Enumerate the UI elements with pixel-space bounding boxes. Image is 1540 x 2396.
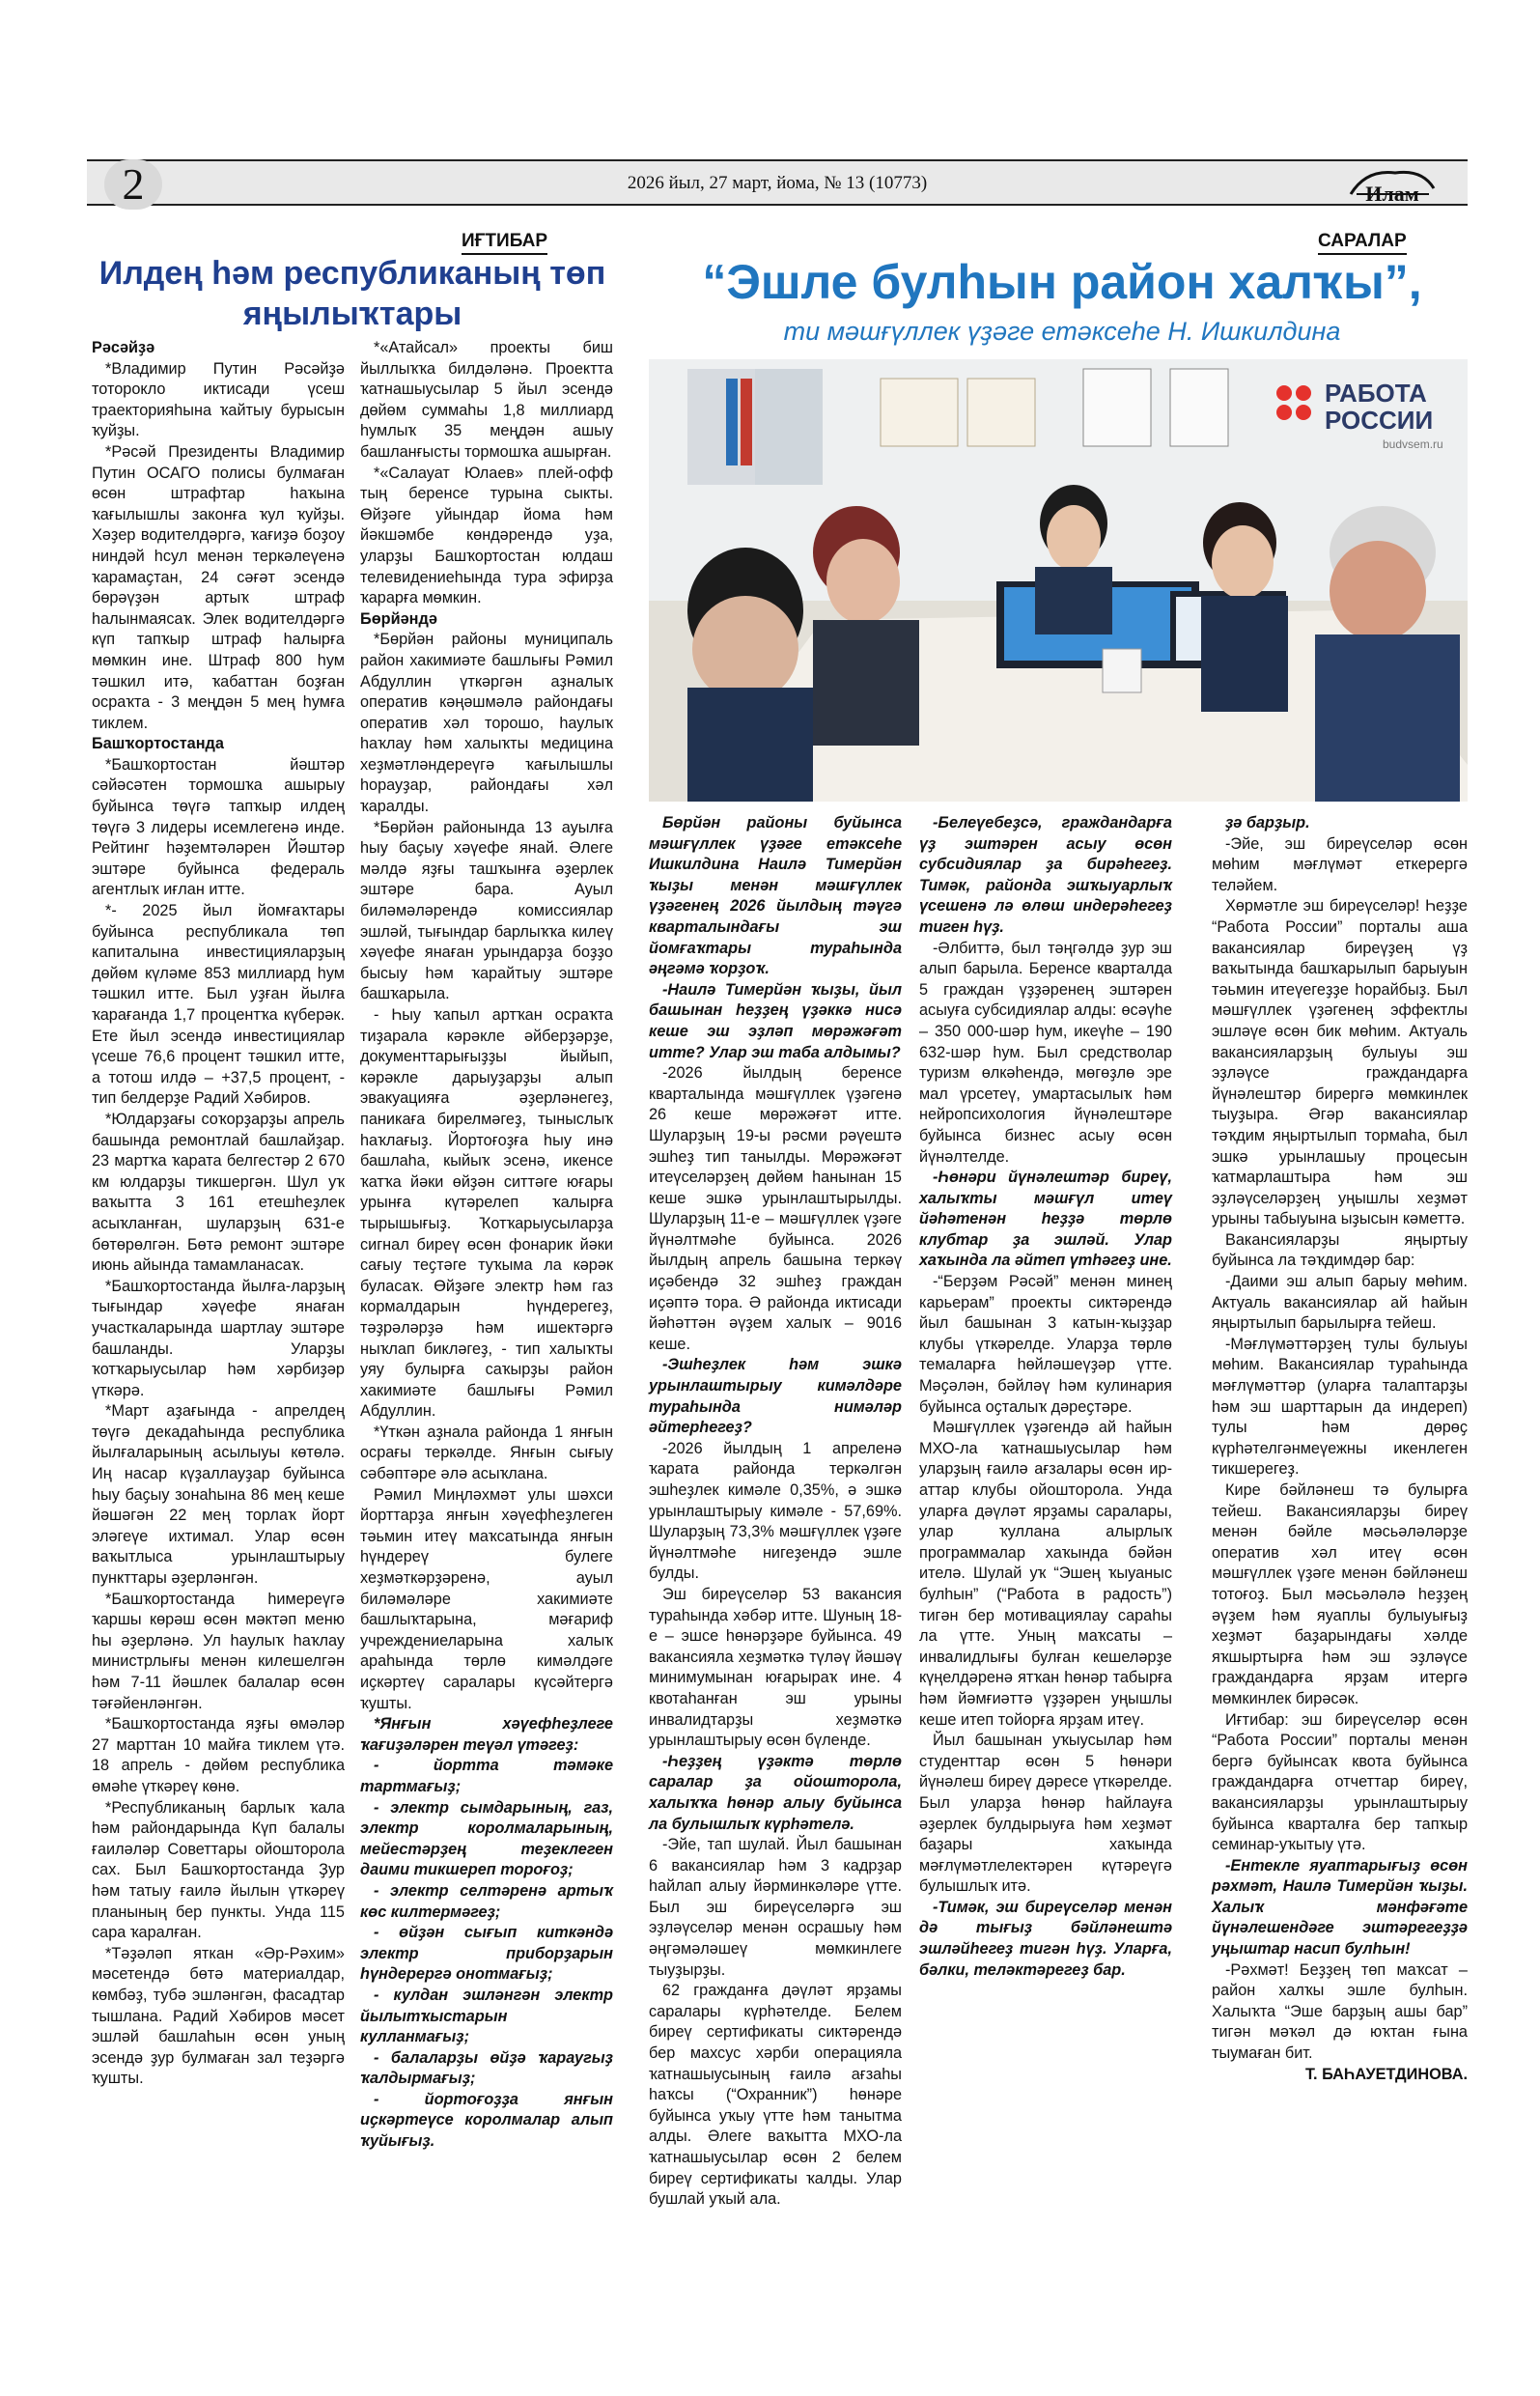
paragraph: - электр селтәренә артыҡ көс килтермәгеҙ; xyxy=(360,1881,613,1921)
paragraph: Вакансияларҙы яңыртыу буйынса ла тәҡдимдәр бар: xyxy=(1212,1230,1468,1270)
rubric-right: САРАЛАР xyxy=(1318,230,1407,255)
paragraph: Башҡортостанда xyxy=(92,735,224,753)
rubric-left: ИҒТИБАР xyxy=(462,230,547,255)
paragraph: - Һыу ҡапыл артҡан осраҡта тиҙарала кәрәкле әйберҙәрҙе, документтарығыҙҙы йыйып, кәрәкле дарыуҙарҙы алып эвакуацияға әҙерләнегеҙ, паникаға бирелмәгеҙ, тыныслыҡ һаҡлағыҙ. Йортоғоҙға һыу инә башлаһа, кыйыҡ эсенә, икенсе ҡатҡа йәки өйҙән ситтәге юғары урынға күтәрелеп ҡалырға тырышығыҙ. Ҡотҡарыусыларҙа сигнал биреү өсөн фонарик йәки сағыу теҫтәге туҡыма ла кәрәк буласаҡ. Өйҙәге электр һәм газ кормалдарын һүндерегеҙ, тәҙрәләрҙә һәм ишектәргә ныҡлап бикләгеҙ, - тип халыҡты уяу булырға саҡырҙы район хакимиәте башлығы Рәмил Абдуллин. xyxy=(360,1006,613,1421)
svg-text:РОССИИ: РОССИИ xyxy=(1325,406,1434,435)
paragraph: *Башҡортостан йәштәр сәйәсәтен тормошҡа ашырыу буйынса төүгә тапҡыр илдең төүгә 3 лидеры исемлегенә инде. Рейтинг һәҙемтәләрен Йәштәр эштәре буйынса федераль агентлыҡ иғлан итте. xyxy=(92,755,345,899)
paragraph: *Тәҙәләп яткан «Әр-Рәхим» мәсетендә бөтә материалдар, көмбәҙ, тубә эшләнгән, фасадтар тышлана. Радий Хәбиров мәсет эшләй башлаһын өсөн уның эсендә ҙур булмаған зал теҙәргә ҡушты. xyxy=(92,1944,345,2088)
paragraph: *Үткән аҙнала районда 1 янғын осрағы теркәлде. Янғын сығыу сәбәптәре әлә асыҡлана. xyxy=(360,1423,613,1483)
paragraph: -Рәхмәт! Беҙҙең төп маҡсат – район халҡы эшле булһын. Халыҡта “Эше барҙың ашы бар” тигән мәҡәл дә юҡтан ғына тыумаған бит. xyxy=(1212,1960,1468,2063)
paragraph: *Рәсәй Президенты Владимир Путин ОСАГО полисы булмаған өсөн штрафтар һаҡына ҡағылышлы законға ҡул ҡуйҙы. Хәҙер водителдәргә, ҡағиҙә боҙоу ниндәй һсул менән теркәлеүенә ҡарамаҫтан, 24 сәғәт эсендә бөрәүҙән артыҡ штраф һалынмаясаҡ. Элек водителдәргә күп тапҡыр штраф һалырға мөмкин ине. Штраф 800 һум тәшкил итә, ҡабаттан боҙған осраҡта - 3 меңдән 5 мең һумға тиклем. xyxy=(92,442,345,732)
office-scene-illustration xyxy=(649,359,1468,802)
paragraph: Рәсәйҙә xyxy=(92,339,155,356)
paragraph: -Наилә Тимерйән ҡыҙы, йыл башынан һеҙҙең үҙәккә нисә кеше эш эҙләп мөрәжәғәт итте? Улар эш таба алдымы? xyxy=(649,980,902,1061)
paragraph: Бөрйән районы буйынса мәшғүллек үҙәге етәксеһе Ишкилдина Наилә Тимерйән ҡыҙы менән мәшғүллек үҙәгенең 2026 йылдың тәүгә кварталындағы эш йомғаҡтары тураһында әңгәмә ҡорҙоҡ. xyxy=(649,814,902,978)
svg-text:Илам: Илам xyxy=(1365,182,1419,204)
paragraph: -Даими эш алып барыу мөһим. Актуаль вакансиялар ай һайын яңыртылып барылырға тейеш. xyxy=(1212,1273,1468,1333)
paragraph: ҙә барҙыр. xyxy=(1225,814,1310,832)
paragraph: Рәмил Миңләхмәт улы шәхси йорттарҙа янғын хәүефһеҙлеген тәьмин итеү маҡсатында янғын һүндереү булеге хеҙмәткәрҙәренә, ауыл биләмәләре хакимиәте башлыҡтарына, мәғариф учреждениеларына халыҡ араһында төрлө кимәлдәге иҫкәртеү саралары күсәйтергә ҡушты. xyxy=(360,1485,613,1712)
paragraph: - электр сымдарының, газ, электр королмаларының, мейестәрҙең теҙеклеген даими тикшереп тороғоҙ; xyxy=(360,1798,613,1879)
paragraph: -Мәғлүмәттәрҙең тулы булыуы мөһим. Вакансиялар тураһында мәғлүмәттәр (уларға талаптарҙы һәм эш шарттарын да индереп) тулы һәм дөрөҫ күрһәтелгәнмеүежны икенлеген тикшерегеҙ. xyxy=(1212,1335,1468,1479)
paragraph: - йортоғоҙҙа янғын иҫкәртеүсе королмалар алып ҡуйығыҙ. xyxy=(360,2090,613,2151)
article-subtitle-right: ти мәшғүллек үҙәге етәксеһе Н. Ишкилдина xyxy=(783,317,1341,346)
paragraph: Т. БАҺАУЕТДИНОВА. xyxy=(1304,2065,1468,2083)
paragraph: - кулдан эшләнгән электр йылытҡыстарын кулланмағыҙ; xyxy=(360,1986,613,2046)
paragraph: -Белеүебеҙсә, граждандарға үҙ эштәрен асыу өсөн субсидиялар ҙа бирәһегеҙ. Тимәк, районда эшҡыуарлыҡ үсешенә лә өлөш индерәһегеҙ тиген һүҙ. xyxy=(919,814,1172,936)
paragraph: -“Берҙәм Рәсәй” менән минең карьерам” проекты сиктәрендә йыл башынан 3 катын-ҡыҙҙар клубы үткәрелде. Уларҙа төрлө темаларға һөйләшеүҙәр үтте. Мәҫәлән, бәйләү һәм кулинария буйынса оҫталыҡ дәреҫтәре. xyxy=(919,1273,1172,1416)
paragraph: *Башҡортостанда һимереүгә ҡаршы көрәш өсөн мәктәп меню һы әҙерләнә. Ул һаулыҡ һаҡлау министрлығы менән килешелгән һәм 7-11 йәшлек балалар өсөн тәғәйенләнгән. xyxy=(92,1590,345,1712)
paragraph: - йортта тәмәке тартмағыҙ; xyxy=(360,1757,613,1795)
paragraph: *Март аҙағында - апрелдең төүгә декадаһында республика йылғаларының асылыуы көтөлә. Иң насар күҙаллауҙар буйынса һыу баҫыу зонаһына 86 мең кеше йәшәгән 22 мең торлаҡ йорт эләгеүе ихтимал. Улар өсөн ваҡытлыса урынлаштырыу пункттары әҙерләнгән. xyxy=(92,1402,345,1588)
issue-info: 2026 йыл, 27 март, йома, № 13 (10773) xyxy=(627,173,928,193)
news-column-2 xyxy=(360,338,613,2153)
paragraph: -2026 йылдың беренсе кварталында мәшғүллек үҙәгенә 26 кеше мөрәжәғәт итте. Шуларҙың 19-ы рәсми рәүештә эшһеҙ тип танылды. Мөрәжәғәт итеүселәрҙең дөйөм һанынан 15 кеше эшкә урынлаштырылды. Шуларҙың 11-е – мәшғүллек үҙәге йүнәлтмәһе буйынса. 2026 йылдың апрель башына теркәү иҫәбендә 32 эшһеҙ граждан иҫәптә тора. Ә районда иктисади йәһәттән әүҙем халыҡ – 9016 кеше. xyxy=(649,1064,902,1353)
article-title-right: “Эшле булһын район халҡы”, xyxy=(702,255,1422,309)
paragraph: *Бөрйән районында 13 ауылға һыу баҫыу хәүефе янай. Әлеге мәлдә яҙғы ташҡынға әҙерлек эштәре бара. Ауыл биләмәләрендә комиссиялар эшләй, тығындар барлыҡҡа килеү хәүефе янаған урындарҙа боҙҙо бысыу һәм ҡарайтыу эштәре башҡарыла. xyxy=(360,818,613,1003)
paragraph: *Башҡортостанда яҙғы өмәләр 27 марттан 10 майға тиклем үтә. 18 апрель - дөйөм республика өмәһе үткәреү көнө. xyxy=(92,1715,345,1795)
paragraph: *Юлдарҙағы соҡорҙарҙы апрель башында ремонтлай башлайҙар. 23 мартҡа ҡарата белгестәр 2 670 км юлдарҙы тикшергән. Шул уҡ ваҡытта 3 161 етешһеҙлек асыҡланған, шуларҙың 631-е бөтөрөлгән. Бөтә ремонт эштәре июнь айында тамамланасаҡ. xyxy=(92,1110,345,1275)
paragraph: *Республиканың барлыҡ ҡала һәм райондарында Күп балалы ғаиләләр Советтары ойошторола сах. Был Башҡортостанда Ҙур һәм татыу ғаилә йылын үткәреү планының бер пункты. Унда 115 сара ҡаралған. xyxy=(92,1798,345,1942)
article-column-5 xyxy=(1212,813,1468,2085)
paragraph: Мәшғүллек үҙәгендә ай һайын МХО-ла ҡатнашыусылар һәм уларҙың ғаилә ағзалары өсөн ир-аттар клубы ойошторола. Унда уларға дәүләт ярҙамы саралары, улар ҡуллана алырлыҡ программалар хаҡында бәйән ителә. Шулай уҡ “Эшең ҡыуаныс булһын” (“Работа в радость”) тигән бер мотивациялау сараһы ла үтте. Уның маҡсаты – инвалидлығы булған кешеләрҙе күңелдәренә ятҡан һөнәр табырға һәм йәмғиәттә үҙҙәрен уңышлы кеше итеп тойорға ярҙам итеү. xyxy=(919,1419,1172,1729)
article-column-3 xyxy=(649,813,902,2211)
page-number: 2 xyxy=(104,159,162,210)
paragraph: Хөрмәтле эш биреүселәр! Һеҙҙе “Работа России” порталы аша вакансиялар биреүҙең үҙ ваҡытында башҡарылып барыуын тәьмин итеүегеҙҙе һорайбыҙ. Был мәшғүллек үҙәгенең эффектлы эшләүе өсөн бик мөһим. Актуаль вакансияларҙың булыуы эш эҙләүсе граждандарға йүнәлештәр бирергә мөмкинлек тыуҙыра. Әгәр вакансиялар тәҡдим яңыртылып тормаһа, был эшкә урынлашыу процесын ҡатмарлаштыра һәм эш эҙләүселәрҙең уңышлы хеҙмәт урыны табыуына ыҙысын кәметтә. xyxy=(1212,897,1468,1228)
paragraph: -Эйе, эш биреүселәр өсөн мөһим мәғлүмәт еткерергә теләйем. xyxy=(1212,834,1468,894)
paragraph: - өйҙән сығып киткәндә электр приборҙарын һүндерергә онотмағыҙ; xyxy=(360,1924,613,1984)
paragraph: 62 гражданға дәүләт ярҙамы саралары күрһәтелде. Белем биреү сертификаты сиктәрендә бер махсус хәрби операцияла ҡатнашыусының ғаилә ағзаһы һаҡсы (“Охранник”) һөнәре буйынса уҡыу үтте һәм танытма алды. Әлеге ваҡытта МХО-ла ҡатнашыусылар өсөн 2 белем биреү сертификаты ҡалды. Улар бушлай уҡый ала. xyxy=(649,1982,902,2209)
paragraph: Иғтибар: эш биреүселәр өсөн “Работа России” порталы менән бергә буйынсаҡ квота буйынса граждандарға отчеттар биреү, вакансияларҙы урынлаштырыу буйынса кварталға бер тапҡыр семинар-уҡытыу үтә. xyxy=(1212,1710,1468,1854)
newspaper-logo xyxy=(1347,165,1439,204)
paragraph: Эш биреүселәр 53 вакансия тураһында хәбәр итте. Шуның 18-е – эшсе һөнәрҙәре буйынса. 49 вакансияла хеҙмәткә түләү йәшәү минимумынан юғарыраҡ ине. 4 квотаһанған эш урыны инвалидтарҙы хеҙмәткә урынлаштырыу өсөн бүленде. xyxy=(649,1585,902,1750)
paragraph: -Ентекле яуаптарығыҙ өсөн рәхмәт, Наилә Тимерйән ҡыҙы. Халыҡ мәнфәғәте йүнәлешендәге эштәрегеҙҙә уңыштар насип булһын! xyxy=(1212,1856,1468,1959)
paragraph: Йыл башынан уҡыусылар һәм студенттар өсөн 5 һөнәри йүнәлеш биреү дәресе үткәрелде. Был уларҙа һөнәр һайлауға әҙерлек булдырыуға һәм хеҙмәт баҙары хаҡында мәғлүмәтлелектәрен күтәреүгә булышлыҡ итә. xyxy=(919,1732,1172,1896)
svg-text:РАБОТА: РАБОТА xyxy=(1325,379,1427,408)
paragraph: *«Салауат Юлаев» плей-офф тың беренсе турына сыкты. Өйҙәге уйындар йома һәм йәкшәмбе көндәрендә уҙа, уларҙы Башҡортостан юлдаш телевидениеһында тура эфирҙа ҡарарға мөмкин. xyxy=(360,464,613,607)
paragraph: *Янғын хәүефһеҙлеге ҡағиҙәләрен теүәл үтәгеҙ: xyxy=(360,1715,613,1754)
paragraph: *- 2025 йыл йомғаҡтары буйынса республикала төп капиталына инвестицияларҙың дөйөм күләме 853 миллиард һум тәшкил итте. Был уҙған йылға ҡарағанда 1,7 процентҡа күберәк. Ете йыл эсендә инвестициялар үсеше 76,6 процент тәшкил итте, а тотош илдә – +37,5 процент, - тип белдерҙе Радий Хәбиров. xyxy=(92,902,345,1108)
paragraph: *«Атайсал» проекты биш йыллыҡҡа билдәләнә. Проектта ҡатнашыусылар 5 йыл эсендә дөйөм суммаһы 1,8 миллиард һумлыҡ 35 меңдән ашыу башланғысты тормошҡа ашырған. xyxy=(360,339,613,461)
paragraph: -Әлбиттә, был тәңгәлдә ҙур эш алып барыла. Беренсе кварталда 5 граждан үҙҙәренең эштәрен асыуға субсидиялар алды: өсәүһе – 350 000-шәр һум, икеүһе – 190 632-шәр һум. Был средстволар туризм өлкәһендә, мөгөҙлө эре мал үрсетеү, умартасылыҡ һәм нейропсихология йүнәлештәре буйынса бизнес асыу өсөн йүнәлтелде. xyxy=(919,939,1172,1166)
paragraph: *Бөрйән районы муниципаль район хакимиәте башлығы Рәмил Абдуллин үткәргән аҙналыҡ оператив кәңәшмәлә райондағы оператив хәл торошо, һаулыҡ һаҡлау һәм халыҡты медицина хеҙмәтләндереүгә ҡағылышлы һорауҙар, райондағы хәл ҡаралды. xyxy=(360,631,613,816)
paragraph: Бөрйәндә xyxy=(360,609,437,628)
paragraph: Кире бәйләнеш тә булырға тейеш. Вакансияларҙы биреү менән бәйле мәсьәләләрҙе оператив хәл итеү өсөн мәшғүллек үҙәге менән бәйләнеш тотоғоҙ. Был мәсьәләлә һеҙҙең әүҙем һәм яуаплы булыуығыҙ хеҙмәт баҙарындағы хәлде яҡшыртырға һәм эш эҙләүсе граждандарға ярҙам итергә мөмкинлек бирәсәк. xyxy=(1212,1481,1468,1707)
article-title-left: Илдең һәм республиканың төп яңылыҡтары xyxy=(98,255,606,332)
paragraph: -Һөнәри йүнәлештәр биреү, халыҡты мәшғүл итеү йәһәтенән һеҙҙә төрлө клубтар ҙа эшләй. Улар хаҡында ла әйтеп үтһәгеҙ ине. xyxy=(919,1169,1172,1270)
paragraph: -2026 йылдың 1 апреленә ҡарата районда теркәлгән эшһеҙлек кимәле 0,35%, ә эшкә урынлаштырыу кимәле - 57,69%. Шуларҙың 73,3% мәшғүллек үҙәге йүнәлтмәһе нигеҙендә эшле булды. xyxy=(649,1439,902,1583)
paragraph: -Эйе, тап шулай. Йыл башынан 6 вакансиялар һәм 3 кадрҙар һайлап алыу йәрминкәләре үтте. Был эш биреүселәргә эш эҙләүселәр менән осрашыу һәм әңгәмәләшеү мөмкинлеге тыуҙырҙы. xyxy=(649,1836,902,1979)
page-header xyxy=(87,159,1468,209)
paragraph: -Һеҙҙең үҙәктә төрлө саралар ҙа ойошторола, халыҡҡа һөнәр алыу буйынса ла булышлыҡ күрһәтелә. xyxy=(649,1752,902,1833)
paragraph: - балаларҙы өйҙә ҡараугыҙ ҡалдырмағыҙ; xyxy=(360,2048,613,2088)
svg-text:budvsem.ru: budvsem.ru xyxy=(1383,437,1443,451)
paragraph: -Тимәк, эш биреүселәр менән дә тығыҙ бәйләнештә эшләйһегеҙ тигән һүҙ. Уларға, бәлки, теләктәрегеҙ бар. xyxy=(919,1898,1172,1979)
paragraph: -Эшһеҙлек һәм эшкә урынлаштырыу кимәлдәре тураһында нимәләр әйтерһегеҙ? xyxy=(649,1356,902,1437)
paragraph: *Владимир Путин Рәсәйҙә тоторокло иктисади үсеш траекторияһына ҡайтыу бурысын ҡуйҙы. xyxy=(92,359,345,440)
article-photo xyxy=(649,359,1468,802)
article-column-4 xyxy=(919,813,1172,1981)
paragraph: *Башҡортостанда йылға-ларҙың тығындар хәүефе янаған участкаларында шартлау эштәре башланды. Уларҙы ҡотҡарыусылар һәм хәрбиҙәр үткәрә. xyxy=(92,1277,345,1399)
news-column-1 xyxy=(92,338,345,2090)
